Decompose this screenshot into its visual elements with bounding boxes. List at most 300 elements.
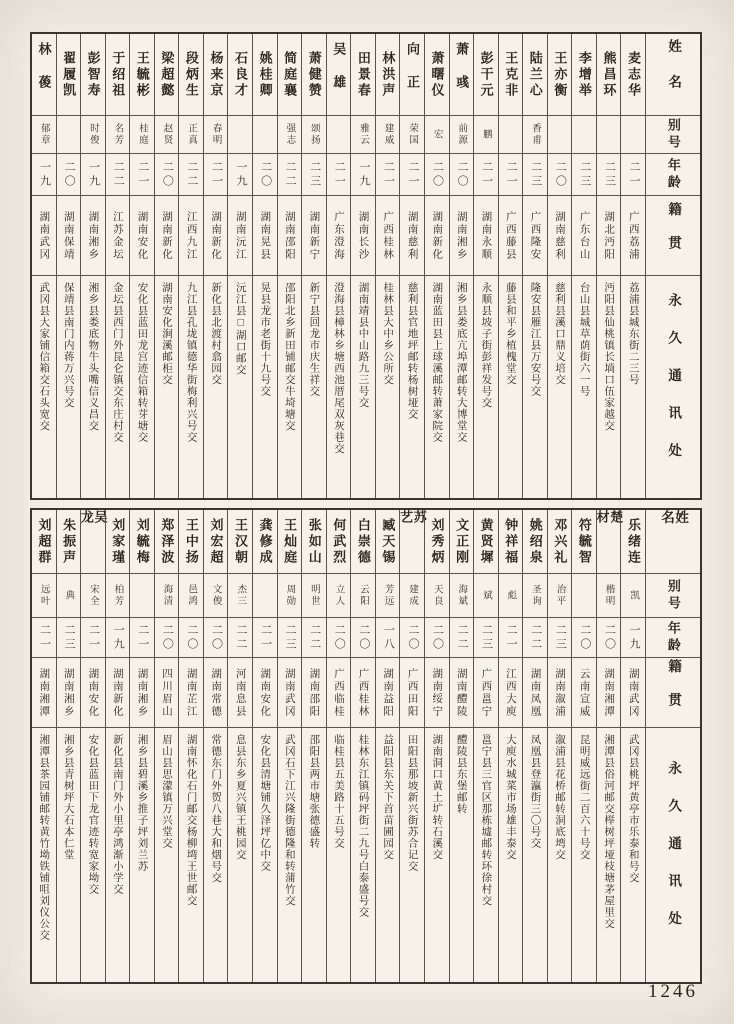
person-address: 安化县清塘铺久泽坪亿中交 [259,734,272,872]
person-alias: 天良 [425,574,449,618]
person-address: 安化县蓝田下龙官迹转宽家坳交 [87,734,100,895]
person-native-place: 湖北沔阳 [597,196,621,276]
person-age: 二一 [376,154,400,196]
person-age: 二一 [400,154,424,196]
person-column [56,34,81,498]
person-name: 萧彧 [450,34,474,116]
person-column [301,510,326,982]
person-native-place: 湖南安化 [253,658,277,728]
person-alias: 春明 [204,116,228,154]
person-column [32,510,56,982]
person-address: 隆安县雁江县万安号交 [529,282,542,397]
person-column [398,510,427,982]
person-alias: 海斌 [450,574,474,618]
person-age: 二二 [106,154,130,196]
person-name: 刘家瑾 [106,510,130,574]
person-alias [130,574,154,618]
person-column [596,34,621,498]
person-age: 一九 [106,618,130,658]
person-name: 姚桂卿 [253,34,277,116]
person-column [105,510,130,982]
person-column [154,34,179,498]
person-age: 二三 [57,618,81,658]
person-name: 林葰 [32,34,56,116]
person-column [375,34,400,498]
person-age: 二〇 [179,618,203,658]
person-column [252,510,277,982]
person-native-place: 广西藤县 [499,196,523,276]
person-column [80,34,105,498]
person-alias: 香甫 [523,116,547,154]
person-alias: 时俊 [81,116,105,154]
person-name: 林洪声 [376,34,400,116]
person-column [547,34,572,498]
person-alias: 建成 [400,574,424,618]
person-alias [228,116,252,154]
person-alias: 宋全 [81,574,105,618]
person-address: 湖南靖县中山路九三号交 [357,282,370,409]
person-native-place: 湖南长沙 [351,196,375,276]
person-alias: 凯 [621,574,645,618]
person-alias [597,116,621,154]
person-native-place: 江西大庾 [499,658,523,728]
person-address: 桂林东江镇码坪街二九号白泰盛号交 [357,734,370,918]
person-native-place: 湖南湘潭 [32,658,56,728]
person-alias: 鹏 [474,116,498,154]
person-age: 二〇 [253,154,277,196]
person-native-place: 湖南凤凰 [523,658,547,728]
person-age: 二〇 [351,618,375,658]
person-column [32,34,56,498]
person-name: 楚材 [597,510,621,574]
person-native-place: 湖南邵阳 [278,196,302,276]
person-name: 彭智寿 [81,34,105,116]
person-native-place: 湖南永顺 [474,196,498,276]
person-age: 二〇 [400,618,424,658]
person-native-place: 湖南安化 [81,658,105,728]
person-age: 二一 [81,618,105,658]
person-address: 荔浦县城东街二三号 [627,282,640,386]
header-age: 年龄 [646,618,700,658]
person-column [522,34,547,498]
person-native-place: 广东澄海 [327,196,351,276]
person-age: 二〇 [597,618,621,658]
person-address: 金坛县西门外昆仑镇交东庄村交 [111,282,124,443]
person-address: 溆浦县花桥邮转洞底塆交 [554,734,567,861]
header-address: 永久通讯处 [666,761,682,949]
person-alias: 云阳 [351,574,375,618]
person-age: 二二 [523,618,547,658]
person-age: 二三 [523,154,547,196]
person-column [350,510,375,982]
person-name: 王亦衡 [548,34,572,116]
person-alias [572,116,596,154]
person-age: 二〇 [57,154,81,196]
person-column [399,34,424,498]
person-address: 武冈石下江兴隆街德隆和转蒲竹交 [283,734,296,907]
person-native-place: 广西邕宁 [474,658,498,728]
person-native-place: 湖南湘乡 [81,196,105,276]
person-native-place: 湖南新化 [106,658,130,728]
person-address: 沔阳县仙桃镇长埫口伍家越交 [603,282,616,432]
person-native-place: 江西九江 [179,196,203,276]
person-age: 二〇 [425,618,449,658]
person-name: 臧天锡 [376,510,400,574]
person-name: 文正刚 [450,510,474,574]
person-age: 二二 [302,618,326,658]
person-column [203,510,228,982]
person-native-place: 湖南晃县 [253,196,277,276]
person-address: 桂林县大中乡公所交 [382,282,395,386]
person-age: 二一 [474,154,498,196]
person-address: 田阳县那坡新兴街苏合记交 [406,734,419,872]
person-address: 慈利县官地坪邮转杨树垭交 [406,282,419,420]
header-alias: 别号 [646,116,700,154]
person-address: 湘乡县青树坪大石本仁堂 [62,734,75,861]
person-age: 二〇 [155,618,179,658]
header-column-lower [645,510,700,982]
person-address: 邵阳县两市塘张德盛转 [308,734,321,849]
person-alias: 颂扬 [302,116,326,154]
person-age: 一九 [621,618,645,658]
person-column [154,510,179,982]
person-alias [499,116,523,154]
person-alias [621,116,645,154]
person-column [620,510,645,982]
person-alias: 建威 [376,116,400,154]
person-address: 湘乡县娄底物牛头嘴信义昌交 [87,282,100,432]
person-column [522,510,547,982]
person-alias [548,116,572,154]
person-alias: 郁章 [32,116,56,154]
person-name: 苏艺 [400,510,424,574]
person-address: 新化县北渡村翕园交 [210,282,223,386]
person-name: 符毓智 [572,510,596,574]
person-address: 湖南安化涧溪邮柜交 [161,282,174,386]
person-age: 二〇 [572,618,596,658]
person-column [56,510,81,982]
header-column-upper [645,34,700,498]
person-address: 安化县蓝田龙宫迹信箱转芽塘交 [136,282,149,443]
person-column [326,510,351,982]
person-alias: 正真 [179,116,203,154]
person-name: 王毓彬 [130,34,154,116]
person-native-place: 湖南溆浦 [548,658,572,728]
person-address: 大庾水城菜市场雄丰泰交 [504,734,517,861]
person-native-place: 广西荔浦 [621,196,645,276]
person-alias: 立人 [327,574,351,618]
person-native-place: 湖南新化 [155,196,179,276]
person-native-place: 湖南益阳 [376,658,400,728]
person-name: 郑泽波 [155,510,179,574]
person-address: 沅江县□湖口邮交 [234,282,247,376]
person-native-place: 河南息县 [228,658,252,728]
person-age: 二三 [278,618,302,658]
person-column [594,510,624,982]
person-address: 昆明威远街二百六十号交 [578,734,591,861]
person-native-place: 湖南武冈 [32,196,56,276]
person-name: 黄贤墀 [474,510,498,574]
person-alias: 雅云 [351,116,375,154]
person-name: 何武烈 [327,510,351,574]
person-alias: 宏 [425,116,449,154]
person-column [620,34,645,498]
person-name: 陆兰心 [523,34,547,116]
person-age: 二一 [204,154,228,196]
person-age: 二一 [130,154,154,196]
person-age: 二一 [499,154,523,196]
person-column [129,34,154,498]
person-column [473,510,498,982]
person-name: 简庭襄 [278,34,302,116]
person-alias: 楷明 [597,574,621,618]
person-address: 九江县孔垅镇德华街梅利兴号交 [185,282,198,443]
person-column [424,34,449,498]
person-age: 二二 [278,154,302,196]
person-address: 新宁县回龙市庆生祥交 [308,282,321,397]
person-age: 一九 [351,154,375,196]
header-native: 籍贯 [646,196,700,276]
person-alias: 杰三 [228,574,252,618]
person-name: 吴雄 [327,34,351,116]
person-native-place: 湖南安化 [130,196,154,276]
person-name: 萧曙仪 [425,34,449,116]
header-alias: 别号 [646,574,700,618]
person-native-place: 湖南武冈 [278,658,302,728]
person-native-place: 湖南邵阳 [302,658,326,728]
person-column [375,510,400,982]
person-name: 李增举 [572,34,596,116]
person-age: 二〇 [204,618,228,658]
person-native-place: 湖南湘乡 [450,196,474,276]
person-address: 息县东乡夏兴镇王桃园交 [234,734,247,861]
person-address: 湘乡县碧溪乡推子坪刘兰苏 [136,734,149,872]
person-native-place: 湖南绥宁 [425,658,449,728]
person-alias: 彪 [499,574,523,618]
person-address: 常德东门外贺八巷大和烟号交 [210,734,223,884]
person-name: 钟祥福 [499,510,523,574]
person-name: 王中扬 [179,510,203,574]
person-native-place: 广西临桂 [327,658,351,728]
person-native-place: 湖南武冈 [621,658,645,728]
person-native-place: 湖南新化 [425,196,449,276]
person-name: 向正 [400,34,424,116]
person-native-place: 湖南芷江 [179,658,203,728]
person-native-place: 四川眉山 [155,658,179,728]
person-name: 张如山 [302,510,326,574]
person-column [498,34,523,498]
person-native-place: 广西桂林 [351,658,375,728]
person-age: 二〇 [548,154,572,196]
person-name: 刘毓梅 [130,510,154,574]
person-address: 保靖县南门内蒋万兴号交 [62,282,75,409]
person-native-place: 湖南湘潭 [597,658,621,728]
person-alias [327,116,351,154]
roster-table-lower [30,508,702,984]
person-column [571,34,596,498]
person-alias: 远叶 [32,574,56,618]
person-address: 永顺县坡子街彭祥发号交 [480,282,493,409]
person-column [498,510,523,982]
person-native-place: 湖南湘乡 [57,658,81,728]
header-address: 永久通讯处 [666,293,682,481]
person-address: 武冈县大家铺信箱交石头宽交 [38,282,51,432]
person-name: 段炳生 [179,34,203,116]
person-name: 乐绪连 [621,510,645,574]
person-age: 二三 [302,154,326,196]
person-column [449,34,474,498]
person-name: 邓兴礼 [548,510,572,574]
person-name: 麦志华 [621,34,645,116]
person-address: 慈利县溪口鼎义培交 [554,282,567,386]
person-address: 湘乡县娄底亢埠潭邮转大博堂交 [455,282,468,443]
person-name: 朱振声 [57,510,81,574]
person-age: 二一 [253,618,277,658]
person-column [252,34,277,498]
person-column [547,510,572,982]
person-native-place: 湖南沅江 [228,196,252,276]
person-address: 藤县和平乡植槐堂交 [504,282,517,386]
person-native-place: 湖南慈利 [400,196,424,276]
person-alias: 荣国 [400,116,424,154]
person-name: 彭干元 [474,34,498,116]
header-name: 姓名 [646,510,700,574]
person-alias: 柏芳 [106,574,130,618]
person-native-place: 湖南新化 [204,196,228,276]
person-alias: 名芳 [106,116,130,154]
person-alias [253,116,277,154]
person-column [424,510,449,982]
person-address: 湖南洞口黄土圹转石溪交 [431,734,444,861]
person-alias: 强志 [278,116,302,154]
person-address: 新化县南门外小里亭鸿渐小学交 [111,734,124,895]
person-age: 二一 [499,618,523,658]
person-alias: 斌 [474,574,498,618]
header-native: 籍贯 [646,658,700,728]
person-address: 台山县城草荫街六一号 [578,282,591,397]
person-age: 二一 [130,618,154,658]
roster-table-upper [30,32,702,500]
person-native-place: 湖南湘乡 [130,658,154,728]
person-native-place: 广西田阳 [400,658,424,728]
person-alias: 前源 [450,116,474,154]
person-column [449,510,474,982]
person-alias [253,574,277,618]
person-alias: 周勋 [278,574,302,618]
person-name: 田景春 [351,34,375,116]
person-age: 二三 [548,618,572,658]
person-column [277,510,302,982]
person-age: 二〇 [327,618,351,658]
person-column [129,510,154,982]
person-age: 二二 [228,618,252,658]
person-address: 邕宁县三官区那栋墟邮转环徐村交 [480,734,493,907]
person-address: 湘潭县俗河邮交榉树坪垭枝塘茅屋里交 [603,734,616,930]
person-column [571,510,596,982]
person-column [227,510,252,982]
person-alias [57,116,81,154]
header-name: 姓名 [646,34,700,116]
person-name: 萧健赞 [302,34,326,116]
person-column [350,34,375,498]
person-column [301,34,326,498]
person-age: 二三 [474,618,498,658]
person-age: 二〇 [450,154,474,196]
person-age: 一九 [81,154,105,196]
header-age: 年龄 [646,154,700,196]
person-name: 王汉朝 [228,510,252,574]
person-name: 翟履凯 [57,34,81,116]
person-alias: 芳远 [376,574,400,618]
person-native-place: 广东台山 [572,196,596,276]
person-name: 杨来京 [204,34,228,116]
person-native-place: 广西桂林 [376,196,400,276]
person-address: 临桂县五美路十五号交 [332,734,345,849]
person-age: 一八 [376,618,400,658]
person-column [178,510,203,982]
person-column [326,34,351,498]
person-age: 一九 [32,154,56,196]
person-name: 王克非 [499,34,523,116]
person-alias: 文俊 [204,574,228,618]
person-age: 二〇 [425,154,449,196]
person-name: 龚修成 [253,510,277,574]
person-native-place: 湖南醴陵 [450,658,474,728]
person-name: 姚绍泉 [523,510,547,574]
person-address: 湖南蓝田县上球溪邮转萧家院交 [431,282,444,443]
person-name: 刘秀炳 [425,510,449,574]
person-native-place: 云南宣威 [572,658,596,728]
person-column [473,34,498,498]
person-age: 二二 [179,154,203,196]
person-age: 二一 [32,618,56,658]
person-age: 二二 [450,618,474,658]
person-alias [572,574,596,618]
person-column [78,510,108,982]
person-column [105,34,130,498]
person-address: 武冈县桃坪黄亭市乐泰和号交 [627,734,640,884]
person-age: 二一 [327,154,351,196]
person-address: 晃县龙市老街十九号交 [259,282,272,397]
person-age: 二三 [572,154,596,196]
person-native-place: 湖南慈利 [548,196,572,276]
person-column [227,34,252,498]
person-name: 刘超群 [32,510,56,574]
person-alias: 赵贤 [155,116,179,154]
person-native-place: 湖南新宁 [302,196,326,276]
person-column [178,34,203,498]
person-alias: 治平 [548,574,572,618]
person-alias: 明世 [302,574,326,618]
person-age: 二一 [621,154,645,196]
person-address: 眉山县思濛镇万兴堂交 [161,734,174,849]
person-name: 王灿庭 [278,510,302,574]
person-alias: 邑鸿 [179,574,203,618]
person-name: 熊昌环 [597,34,621,116]
person-native-place: 湖南保靖 [57,196,81,276]
person-native-place: 江苏金坛 [106,196,130,276]
person-alias: 典 [57,574,81,618]
page-number: 1246 [648,981,698,1002]
person-name: 梁超懿 [155,34,179,116]
person-address: 澄海县樟林乡塘西池厝尾双灰巷交 [332,282,345,455]
person-address: 益阳县东关下首苗圃园交 [382,734,395,861]
person-age: 一九 [228,154,252,196]
person-name: 刘宏超 [204,510,228,574]
person-native-place: 广西隆安 [523,196,547,276]
person-age: 二三 [597,154,621,196]
person-address: 醴陵县东堡邮转 [455,734,468,815]
